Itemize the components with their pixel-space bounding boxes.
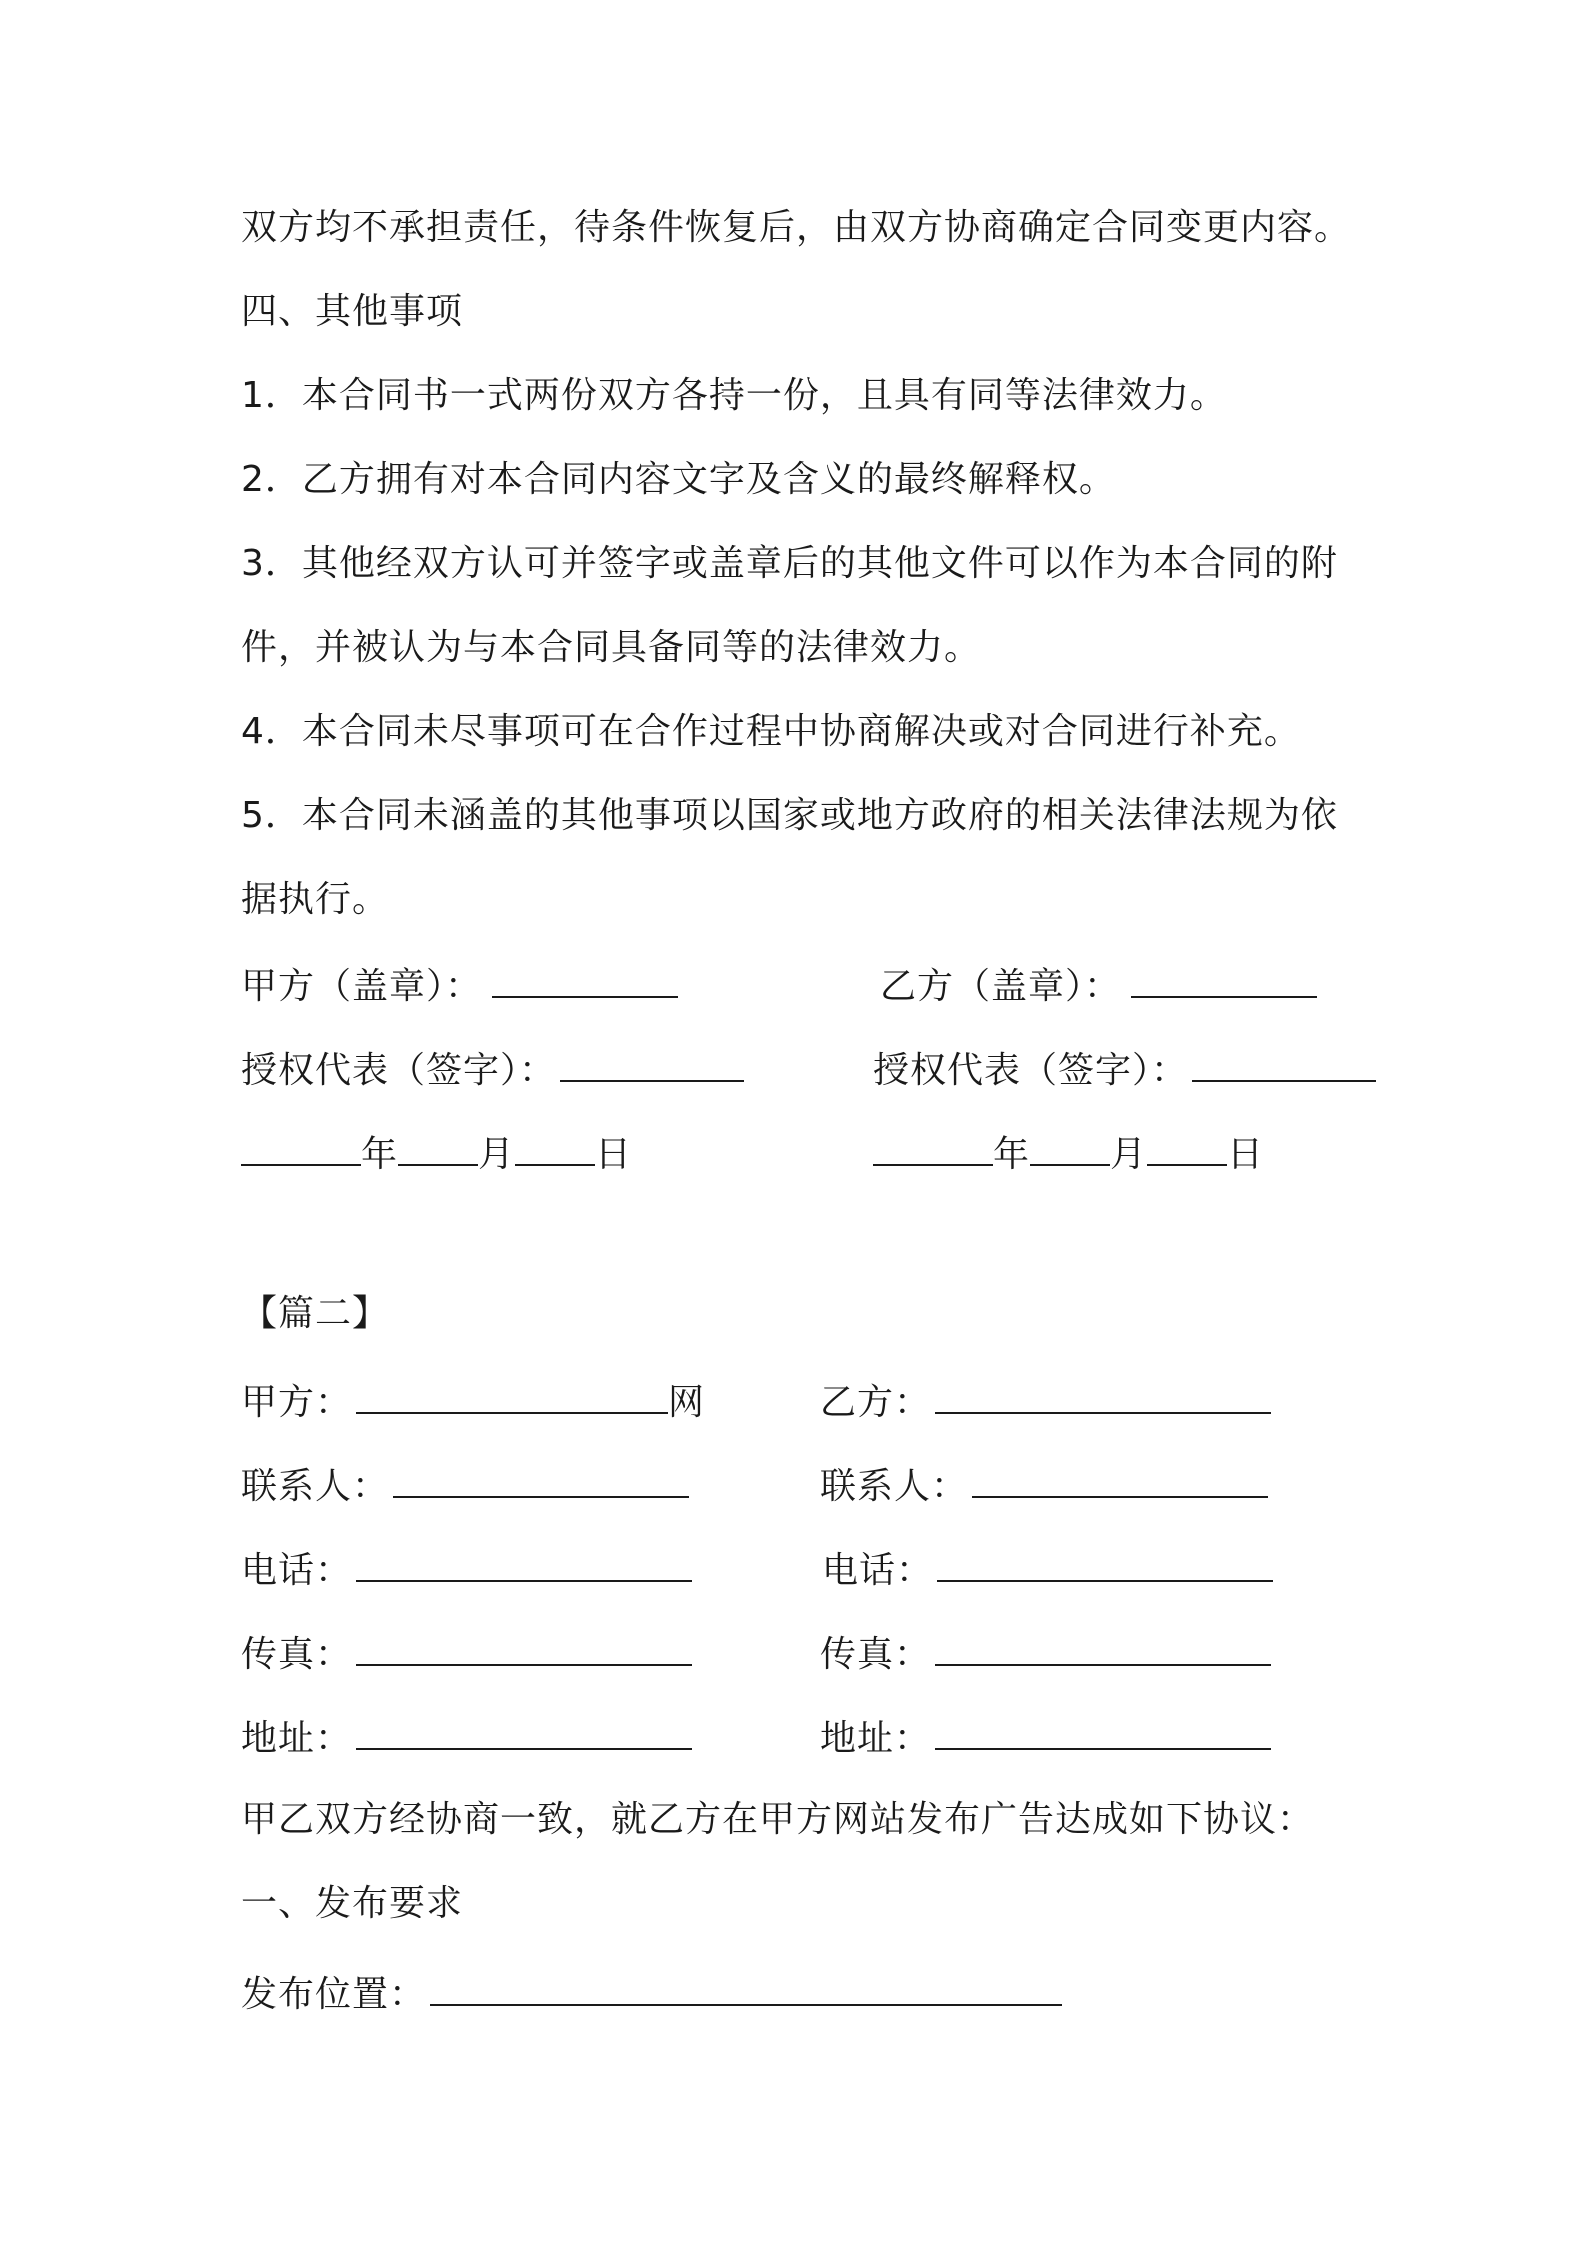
phone-a-blank[interactable]: [356, 1546, 692, 1582]
date-a-day-blank[interactable]: [515, 1130, 595, 1166]
date-b-month-label: 月: [1110, 1134, 1148, 1175]
party-b-seal-label: 乙方（盖章）：: [880, 966, 1122, 1007]
fax-a-label: 传真：: [241, 1634, 353, 1675]
party-a-suffix: 网: [668, 1382, 706, 1423]
clause-2: 2．乙方拥有对本合同内容文字及含义的最终解释权。: [241, 459, 1116, 500]
publish-position-label: 发布位置：: [241, 1974, 427, 2015]
date-a-year-label: 年: [361, 1134, 399, 1175]
contact-a-label: 联系人：: [241, 1466, 390, 1507]
party-a-blank[interactable]: [356, 1378, 668, 1414]
date-b-day-label: 日: [1227, 1134, 1265, 1175]
party-a-seal-label: 甲方（盖章）：: [241, 966, 483, 1007]
fax-a-blank[interactable]: [356, 1630, 692, 1666]
publish-position-line: [241, 1970, 1062, 2017]
date-a-month-label: 月: [478, 1134, 516, 1175]
publish-position-blank[interactable]: [430, 1970, 1062, 2006]
party-a-line: [241, 1378, 705, 1425]
date-b-year-label: 年: [993, 1134, 1031, 1175]
contact-b-blank[interactable]: [972, 1462, 1268, 1498]
party-a-seal-line: [241, 962, 678, 1009]
party-b-blank[interactable]: [935, 1378, 1271, 1414]
section-heading-publish-requirements: 一、发布要求: [241, 1883, 464, 1924]
address-b-blank[interactable]: [935, 1714, 1271, 1750]
rep-a-label: 授权代表（签字）：: [241, 1050, 557, 1091]
address-b-label: 地址：: [820, 1718, 932, 1759]
party-b-label: 乙方：: [820, 1382, 932, 1423]
clause-5-line-1: 5．本合同未涵盖的其他事项以国家或地方政府的相关法律法规为依: [241, 795, 1338, 836]
fax-b-line: [820, 1630, 1271, 1677]
clause-3-line-2: 件，并被认为与本合同具备同等的法律效力。: [241, 627, 982, 668]
fax-a-line: [241, 1630, 692, 1677]
contact-b-line: [820, 1462, 1268, 1509]
party-b-seal-line: [880, 962, 1317, 1009]
phone-b-blank[interactable]: [937, 1546, 1273, 1582]
fax-b-blank[interactable]: [935, 1630, 1271, 1666]
rep-b-label: 授权代表（签字）：: [873, 1050, 1189, 1091]
date-b-year-blank[interactable]: [873, 1130, 993, 1166]
date-a-year-blank[interactable]: [241, 1130, 361, 1166]
address-b-line: [820, 1714, 1271, 1761]
contact-a-blank[interactable]: [393, 1462, 689, 1498]
clause-4: 4．本合同未尽事项可在合作过程中协商解决或对合同进行补充。: [241, 711, 1301, 752]
address-a-blank[interactable]: [356, 1714, 692, 1750]
date-b-day-blank[interactable]: [1147, 1130, 1227, 1166]
contact-b-label: 联系人：: [820, 1466, 969, 1507]
date-a-month-blank[interactable]: [398, 1130, 478, 1166]
rep-a-blank[interactable]: [560, 1046, 744, 1082]
phone-b-line: [822, 1546, 1273, 1593]
address-a-line: [241, 1714, 692, 1761]
date-a-day-label: 日: [595, 1134, 633, 1175]
address-a-label: 地址：: [241, 1718, 353, 1759]
date-b-month-blank[interactable]: [1030, 1130, 1110, 1166]
phone-a-line: [241, 1546, 692, 1593]
fax-b-label: 传真：: [820, 1634, 932, 1675]
clause-5-line-2: 据执行。: [241, 879, 390, 920]
section-heading-other-matters: 四、其他事项: [241, 291, 464, 332]
party-a-label: 甲方：: [241, 1382, 353, 1423]
clause-1: 1．本合同书一式两份双方各持一份，且具有同等法律效力。: [241, 375, 1227, 416]
part-two-title: 【篇二】: [241, 1293, 390, 1334]
agreement-intro: 甲乙双方经协商一致，就乙方在甲方网站发布广告达成如下协议：: [241, 1799, 1315, 1840]
clause-3-line-1: 3．其他经双方认可并签字或盖章后的其他文件可以作为本合同的附: [241, 543, 1338, 584]
date-b-line: [873, 1130, 1264, 1177]
rep-b-line: [873, 1046, 1376, 1093]
rep-a-line: [241, 1046, 744, 1093]
party-a-seal-blank[interactable]: [492, 962, 678, 998]
rep-b-blank[interactable]: [1192, 1046, 1376, 1082]
party-b-line: [820, 1378, 1271, 1425]
continuation-paragraph: 双方均不承担责任，待条件恢复后，由双方协商确定合同变更内容。: [241, 207, 1352, 248]
party-b-seal-blank[interactable]: [1131, 962, 1317, 998]
date-a-line: [241, 1130, 632, 1177]
phone-b-label: 电话：: [822, 1550, 934, 1591]
phone-a-label: 电话：: [241, 1550, 353, 1591]
contact-a-line: [241, 1462, 689, 1509]
